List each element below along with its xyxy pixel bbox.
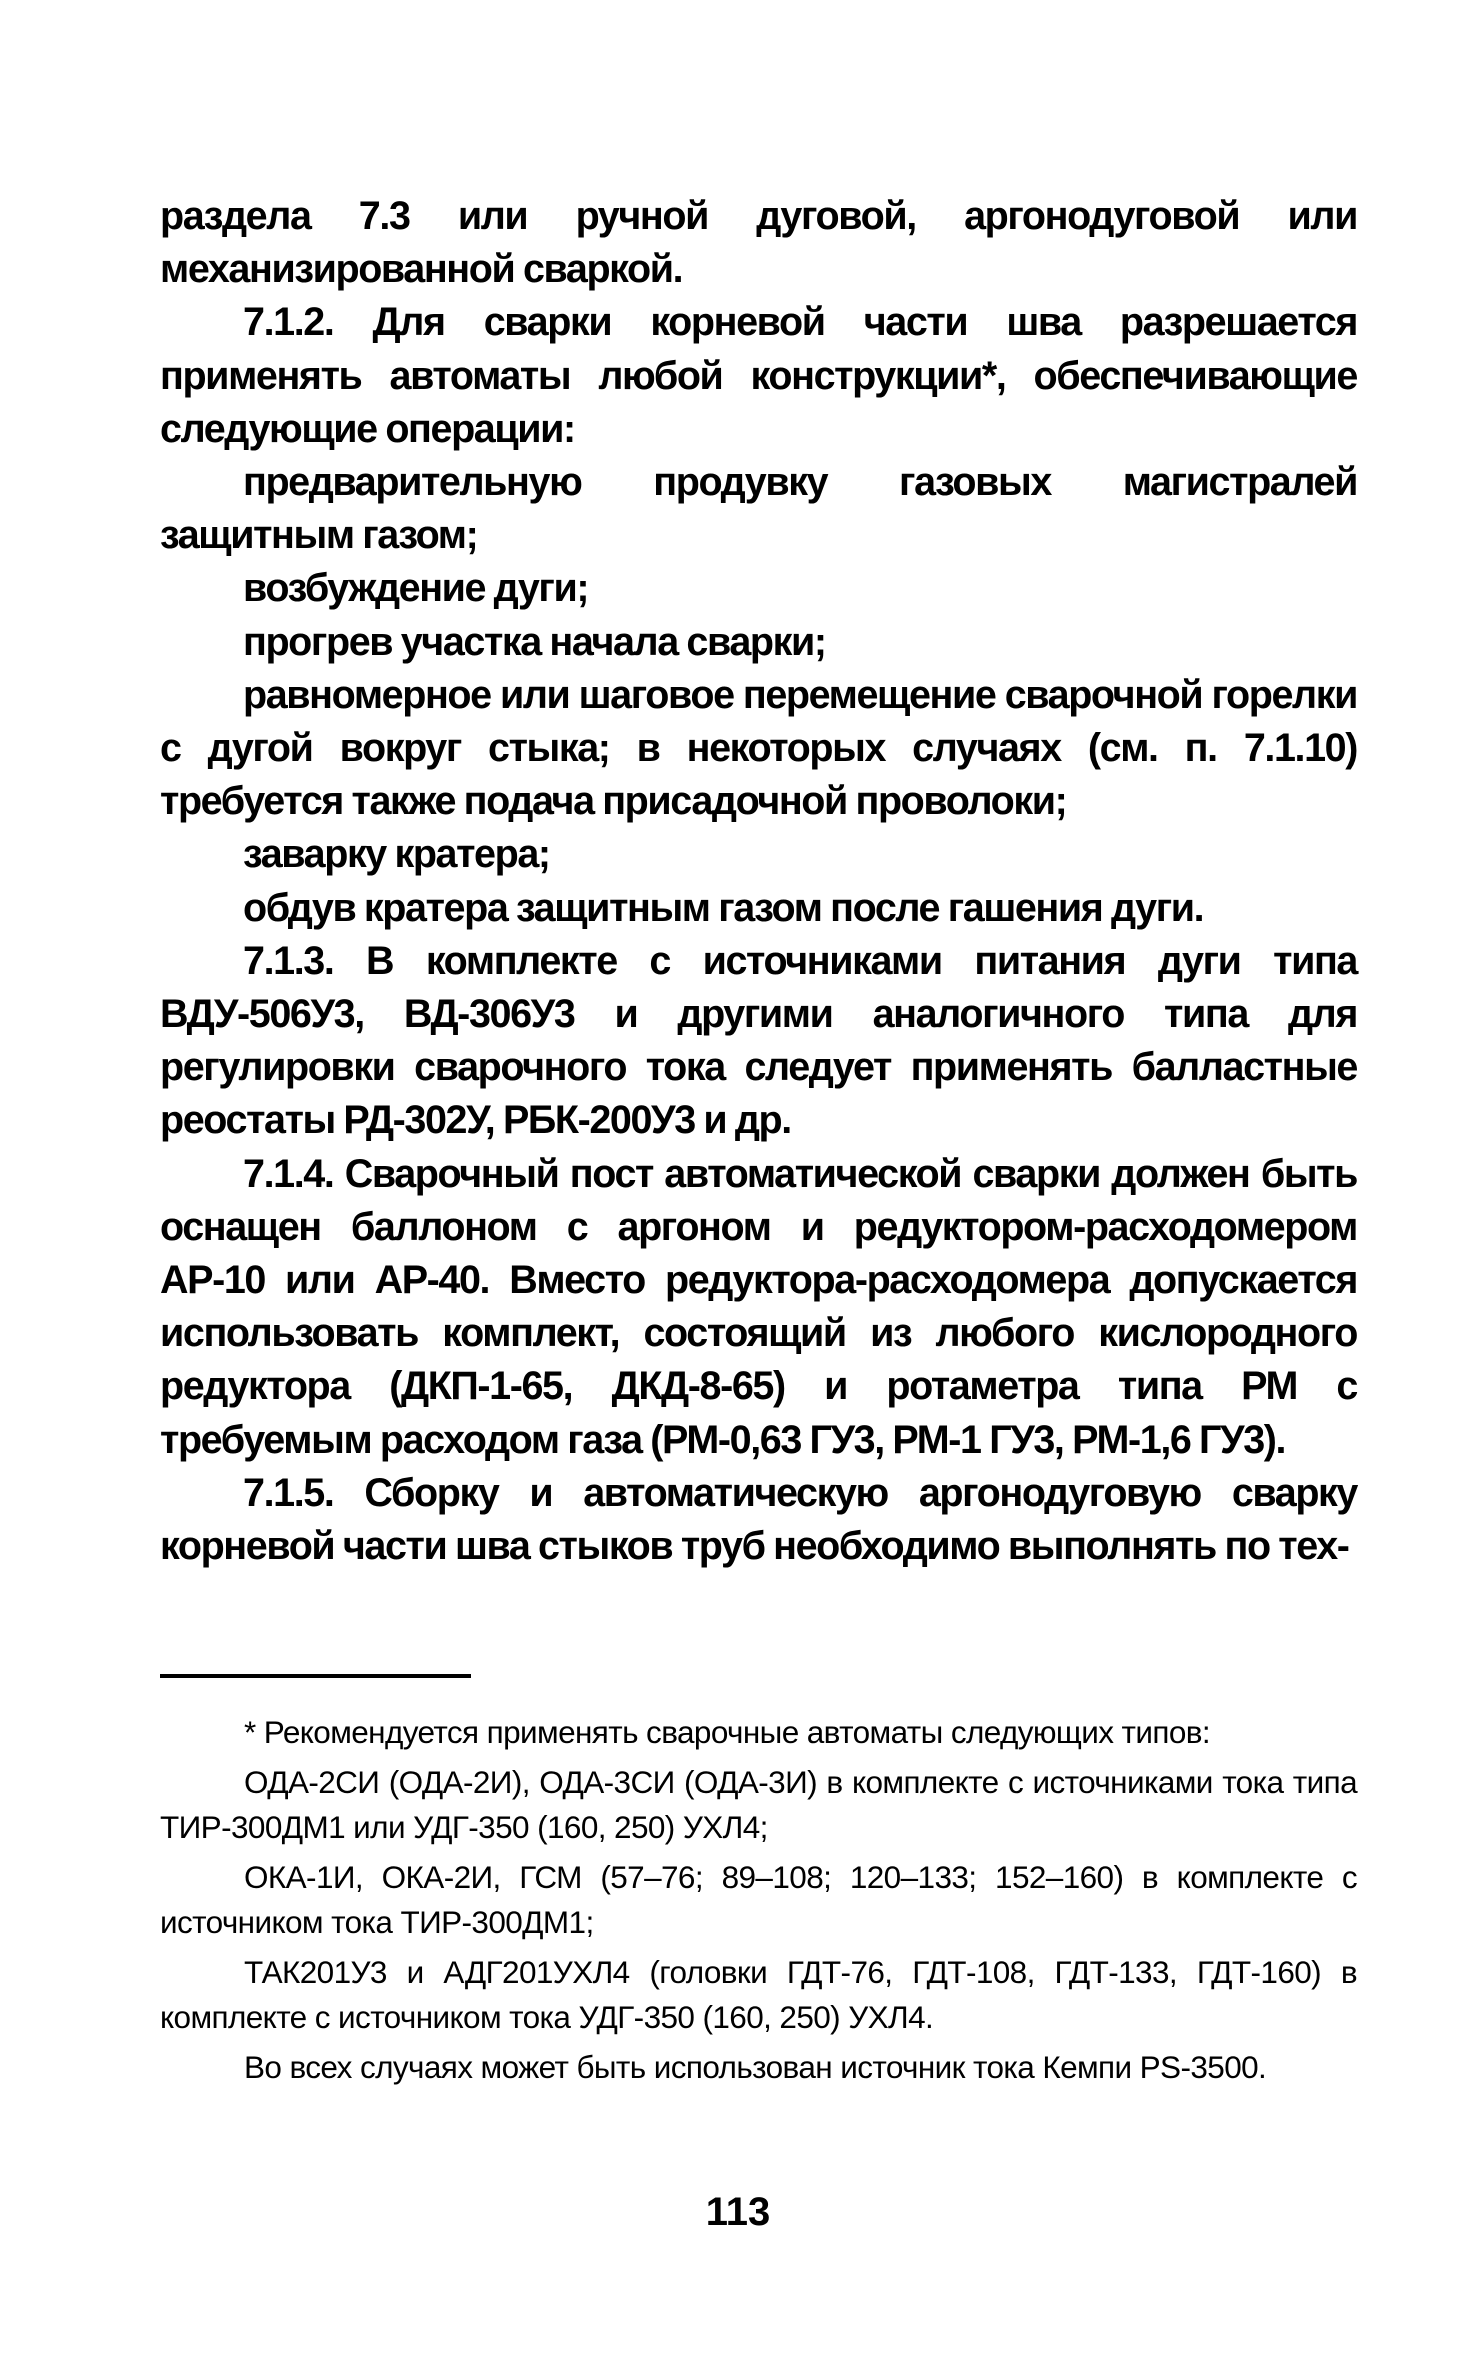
- paragraph: 7.1.3. В комплекте с источниками питания дуги типа ВДУ-506У3, ВД-306У3 и другими аналогичного типа для регулировки сварочного тока следует применять балластные реостаты РД-302У, РБК-200У3 и др.: [160, 938, 1357, 1143]
- list-item: заварку кратера;: [243, 832, 550, 877]
- footnote: ТАК201У3 и АДГ201УХЛ4 (головки ГДТ-76, ГДТ-108, ГДТ-133, ГДТ-160) в комплекте с источником тока УДГ-350 (160, 250) УХЛ4.: [160, 1953, 1357, 2035]
- list-item: обдув кратера защитным газом после гашения дуги.: [243, 885, 1204, 930]
- footnote: ОКА-1И, ОКА-2И, ГСМ (57–76; 89–108; 120–133; 152–160) в комплекте с источником тока ТИР-300ДМ1;: [160, 1858, 1357, 1940]
- footnote-separator: [160, 1674, 471, 1678]
- footnote: Во всех случаях может быть использован источник тока Кемпи PS-3500.: [244, 2048, 1267, 2085]
- paragraph: 7.1.4. Сварочный пост автоматической сварки должен быть оснащен баллоном с аргоном и редуктором-расходомером АР-10 или АР-40. Вместо редуктора-расходомера допускается использовать комплект, состоящий из любого кислородного редуктора (ДКП-1-65, ДКД-8-65) и ротаметра типа РМ с требуемым расходом газа (РМ-0,63 ГУ3, РМ-1 ГУ3, РМ-1,6 ГУ3).: [160, 1151, 1357, 1462]
- footnote: * Рекомендуется применять сварочные автоматы следующих типов:: [244, 1714, 1211, 1750]
- paragraph: 7.1.5. Сборку и автоматическую аргонодуговую сварку корневой части шва стыков труб необходимо выполнять по тех-: [160, 1470, 1357, 1569]
- main-text: [160, 190, 1357, 1573]
- footnotes: [160, 1710, 1357, 2094]
- paragraph: раздела 7.3 или ручной дуговой, аргонодуговой или механизированной сваркой.: [160, 194, 1357, 292]
- list-item: равномерное или шаговое перемещение сварочной горелки с дугой вокруг стыка; в некоторых случаях (см. п. 7.1.10) требуется также подача присадочной проволоки;: [160, 672, 1357, 824]
- paragraph: 7.1.2. Для сварки корневой части шва разрешается применять автоматы любой конструкции*, обеспечивающие следующие операции:: [160, 300, 1357, 451]
- footnote: ОДА-2СИ (ОДА-2И), ОДА-3СИ (ОДА-3И) в комплекте с источниками тока типа ТИР-300ДМ1 или УДГ-350 (160, 250) УХЛ4;: [160, 1763, 1357, 1845]
- page-number: 113: [705, 2190, 771, 2234]
- list-item: возбуждение дуги;: [243, 566, 589, 611]
- list-item: предварительную продувку газовых магистралей защитным газом;: [160, 460, 1357, 558]
- list-item: прогрев участка начала сварки;: [243, 619, 826, 664]
